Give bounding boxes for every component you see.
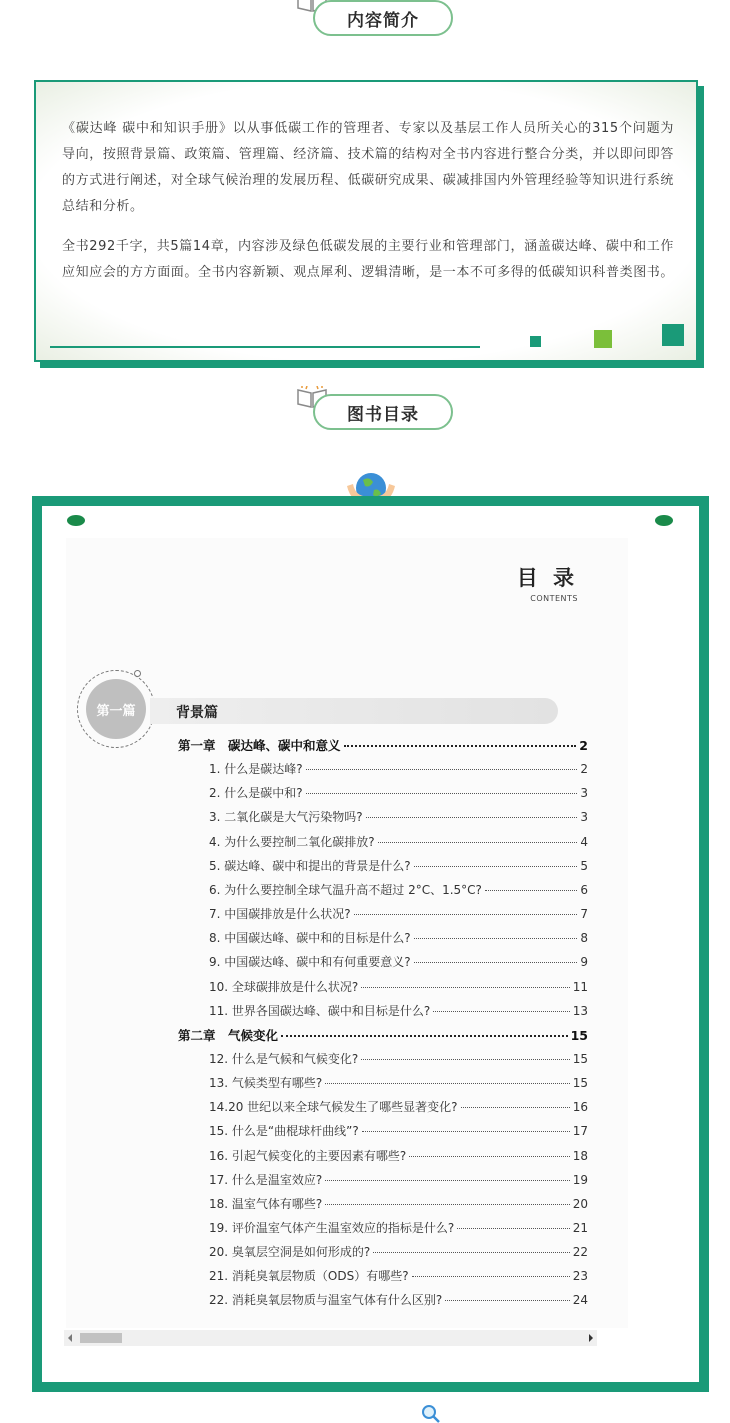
toc-entry-page: 19 <box>572 1173 588 1187</box>
toc-entry-page: 3 <box>580 810 588 824</box>
toc-entry-label: 14.20 世纪以来全球气候发生了哪些显著变化? <box>209 1100 458 1114</box>
toc-heading: 图书目录 <box>313 394 453 430</box>
dot-leader <box>373 1252 569 1253</box>
toc-question-row <box>209 760 588 778</box>
toc-question-row <box>209 1291 588 1309</box>
toc-entry-label: 5. 碳达峰、碳中和提出的背景是什么? <box>209 859 411 873</box>
toc-entry-label: 12. 什么是气候和气候变化? <box>209 1052 359 1066</box>
dot-leader <box>344 745 577 747</box>
toc-question-row <box>209 905 588 923</box>
dot-leader <box>325 1083 569 1084</box>
toc-page-subtitle: CONTENTS <box>530 594 578 603</box>
toc-entry-page: 4 <box>580 835 588 849</box>
dot-leader <box>362 1131 570 1132</box>
toc-entry-label: 13. 气候类型有哪些? <box>209 1076 323 1090</box>
toc-entry-page: 17 <box>572 1124 588 1138</box>
dot-leader <box>433 1011 569 1012</box>
horizontal-scrollbar[interactable] <box>64 1330 597 1346</box>
toc-question-row <box>209 1098 588 1116</box>
toc-entry-label: 2. 什么是碳中和? <box>209 786 303 800</box>
toc-question-row <box>209 808 588 826</box>
toc-entry-page: 11 <box>572 980 588 994</box>
dot-leader <box>306 793 578 794</box>
toc-entry-page: 5 <box>580 859 588 873</box>
dot-leader <box>378 842 578 843</box>
dot-leader <box>414 962 578 963</box>
toc-page <box>66 538 628 1328</box>
toc-question-row <box>209 1219 588 1237</box>
intro-paragraph-1: 《碳达峰 碳中和知识手册》以从事低碳工作的管理者、专家以及基层工作人员所关心的315个问题为导向，按照背景篇、政策篇、管理篇、经济篇、技术篇的结构对全书内容进行整合分类，并以即问即答的方式进行阐述，对全球气候治理的发展历程、低碳研究成果、碳减排国内外管理经验等知识进行系统总结和分析。 <box>62 121 675 214</box>
intro-card <box>34 80 698 362</box>
dot-leader <box>461 1107 570 1108</box>
toc-question-row <box>209 857 588 875</box>
dot-leader <box>409 1156 569 1157</box>
toc-question-row <box>209 978 588 996</box>
magnifier-icon <box>420 1404 442 1423</box>
toc-page-title: 目 录 <box>516 566 578 590</box>
dot-leader <box>325 1204 569 1205</box>
toc-entry-page: 23 <box>572 1269 588 1283</box>
dot-leader <box>325 1180 569 1181</box>
toc-question-row <box>209 953 588 971</box>
toc-entry-label: 20. 臭氧层空洞是如何形成的? <box>209 1245 371 1259</box>
toc-entry-page: 8 <box>580 931 588 945</box>
toc-question-row <box>209 881 588 899</box>
toc-entry-label: 17. 什么是温室效应? <box>209 1173 323 1187</box>
toc-entry-page: 22 <box>572 1245 588 1259</box>
dot-leader <box>354 914 578 915</box>
dot-leader <box>361 987 569 988</box>
toc-entry-label: 3. 二氧化碳是大气污染物吗? <box>209 810 363 824</box>
toc-entry-page: 15 <box>570 1028 588 1043</box>
toc-entry-label: 15. 什么是“曲棍球杆曲线”? <box>209 1124 359 1138</box>
toc-entry-page: 15 <box>572 1052 588 1066</box>
small-square-decoration <box>530 336 541 347</box>
toc-entry-label: 9. 中国碳达峰、碳中和有何重要意义? <box>209 955 411 969</box>
large-square-decoration <box>662 324 684 346</box>
dot-leader <box>412 1276 570 1277</box>
toc-chapter-row <box>178 1026 588 1044</box>
toc-entry-label: 第一章 碳达峰、碳中和意义 <box>178 738 341 753</box>
toc-entry-label: 6. 为什么要控制全球气温升高不超过 2°C、1.5°C? <box>209 883 482 897</box>
toc-entry-label: 7. 中国碳排放是什么状况? <box>209 907 351 921</box>
toc-entry-page: 16 <box>572 1100 588 1114</box>
toc-chapter-row <box>178 736 588 754</box>
dot-leader <box>445 1300 569 1301</box>
intro-heading: 内容简介 <box>313 0 453 36</box>
toc-entry-page: 7 <box>580 907 588 921</box>
toc-entry-label: 21. 消耗臭氧层物质（ODS）有哪些? <box>209 1269 409 1283</box>
toc-question-row <box>209 1074 588 1092</box>
scroll-left-arrow-icon[interactable] <box>68 1334 72 1342</box>
dot-leader <box>414 866 578 867</box>
dot-leader <box>306 769 578 770</box>
toc-entry-page: 20 <box>572 1197 588 1211</box>
toc-entry-page: 18 <box>572 1149 588 1163</box>
dot-leader <box>366 817 578 818</box>
toc-entry-page: 15 <box>572 1076 588 1090</box>
dot-leader <box>457 1228 569 1229</box>
toc-entry-label: 1. 什么是碳达峰? <box>209 762 303 776</box>
toc-entry-label: 18. 温室气体有哪些? <box>209 1197 323 1211</box>
part-title: 背景篇 <box>176 705 218 721</box>
part-ring-dot <box>134 670 141 677</box>
part-badge: 第一篇 <box>86 679 146 739</box>
toc-question-row <box>209 1147 588 1165</box>
scroll-thumb[interactable] <box>80 1333 122 1343</box>
toc-frame <box>32 496 709 1392</box>
toc-entry-page: 6 <box>580 883 588 897</box>
dot-leader <box>281 1035 568 1037</box>
dot-leader <box>361 1059 569 1060</box>
toc-question-row <box>209 1050 588 1068</box>
toc-question-row <box>209 1122 588 1140</box>
toc-entry-page: 21 <box>572 1221 588 1235</box>
toc-question-row <box>209 1243 588 1261</box>
scroll-right-arrow-icon[interactable] <box>589 1334 593 1342</box>
toc-question-row <box>209 833 588 851</box>
toc-entry-label: 8. 中国碳达峰、碳中和的目标是什么? <box>209 931 411 945</box>
toc-entry-label: 16. 引起气候变化的主要因素有哪些? <box>209 1149 407 1163</box>
toc-question-row <box>209 929 588 947</box>
toc-question-row <box>209 1195 588 1213</box>
toc-entry-label: 10. 全球碳排放是什么状况? <box>209 980 359 994</box>
toc-entry-label: 22. 消耗臭氧层物质与温室气体有什么区别? <box>209 1293 443 1307</box>
dot-leader <box>414 938 578 939</box>
dot-leader <box>485 890 577 891</box>
toc-entry-label: 19. 评价温室气体产生温室效应的指标是什么? <box>209 1221 455 1235</box>
toc-entry-label: 4. 为什么要控制二氧化碳排放? <box>209 835 375 849</box>
medium-square-decoration <box>594 330 612 348</box>
toc-entry-page: 3 <box>580 786 588 800</box>
toc-question-row <box>209 784 588 802</box>
intro-paragraph-2: 全书292千字，共5篇14章，内容涉及绿色低碳发展的主要行业和管理部门，涵盖碳达峰、碳中和工作应知应会的方方面面。全书内容新颖、观点犀利、逻辑清晰，是一本不可多得的低碳知识科普类图书。 <box>62 239 675 280</box>
pin-right-icon <box>655 515 673 526</box>
toc-entry-page: 24 <box>572 1293 588 1307</box>
toc-entry-label: 11. 世界各国碳达峰、碳中和目标是什么? <box>209 1004 431 1018</box>
decorative-underline <box>50 346 480 348</box>
pin-left-icon <box>67 515 85 526</box>
toc-entry-page: 2 <box>580 762 588 776</box>
toc-question-row <box>209 1002 588 1020</box>
toc-entry-page: 9 <box>580 955 588 969</box>
toc-entry-page: 2 <box>579 738 588 753</box>
toc-question-row <box>209 1267 588 1285</box>
toc-entry-page: 13 <box>572 1004 588 1018</box>
toc-question-row <box>209 1171 588 1189</box>
toc-entry-label: 第二章 气候变化 <box>178 1028 279 1043</box>
